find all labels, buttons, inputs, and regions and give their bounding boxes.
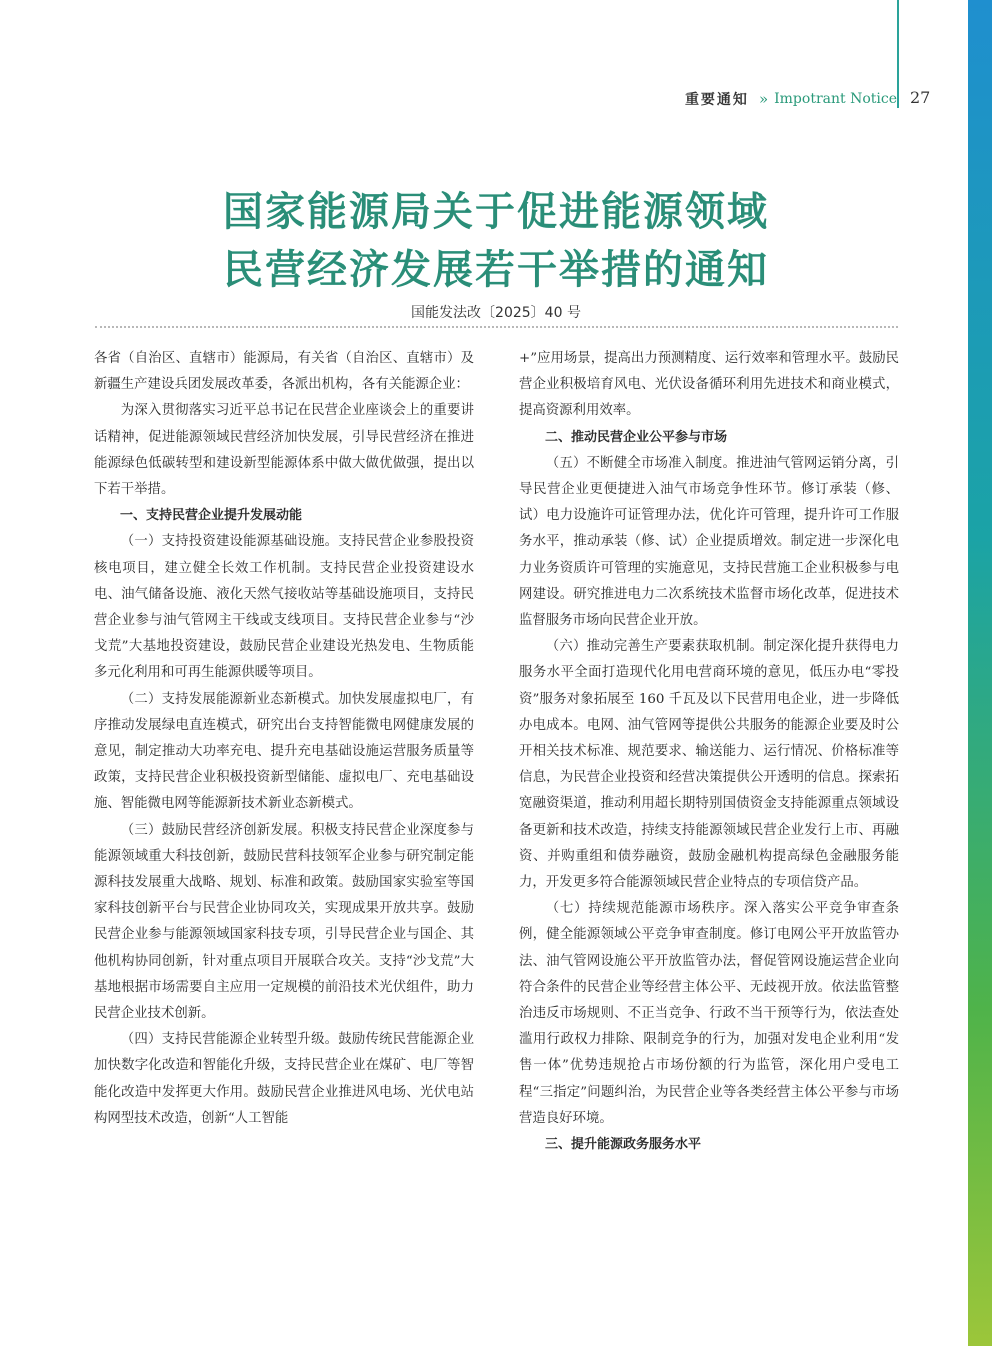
paragraph-item-2: （二）支持发展能源新业态新模式。加快发展虚拟电厂，有序推动发展绿电直连模式，研究出台支持智能微电网健康发展的意见，制定推动大功率充电、提升充电基础设施运营服务质量等政策，支持民营企业积极投资新型储能、虚拟电厂、充电基础设施、智能微电网等能源新技术新业态新模式。 (94, 691, 474, 812)
double-chevron-icon: » (758, 90, 769, 108)
header-divider-line (897, 0, 899, 108)
intro-paragraph: 为深入贯彻落实习近平总书记在民营企业座谈会上的重要讲话精神，促进能源领域民营经济加快发展，引导民营经济在推进能源绿色低碳转型和建设新型能源体系中做大做优做强，提出以下若干举措。 (94, 403, 474, 498)
article-title (0, 183, 992, 299)
title-line-2: 民营经济发展若干举措的通知 (223, 246, 769, 293)
running-header (0, 88, 897, 110)
right-column (519, 346, 899, 1158)
section-title-cn: 重要通知 (684, 92, 749, 108)
section-heading-1: 一、支持民营企业提升发展动能 (120, 508, 303, 524)
title-line-1: 国家能源局关于促进能源领域 (223, 188, 769, 235)
page-number: 27 (910, 88, 931, 107)
section-heading-2: 二、推动民营企业公平参与市场 (545, 429, 728, 445)
section-title-en: Impotrant Notice (774, 91, 897, 107)
addressee-paragraph: 各省（自治区、直辖市）能源局，有关省（自治区、直辖市）及新疆生产建设兵团发展改革委，各派出机构，各有关能源企业： (94, 351, 474, 393)
paragraph-item-5: （五）不断健全市场准入制度。推进油气管网运销分离，引导民营企业更便捷进入油气市场竞争性环节。修订承装（修、试）电力设施许可证管理办法，优化许可管理，提升许可工作服务水平，推动承装（修、试）企业提质增效。制定进一步深化电力业务资质许可管理的实施意见，支持民营施工企业积极参与电网建设。研究推进电力二次系统技术监督市场化改革，促进技术监督服务市场向民营企业开放。 (519, 455, 899, 629)
paragraph-item-3: （三）鼓励民营经济创新发展。积极支持民营企业深度参与能源领域重大科技创新，鼓励民营科技领军企业参与研究制定能源科技发展重大战略、规划、标准和政策。鼓励国家实验室等国家科技创新平台与民营企业协同攻关，实现成果开放共享。鼓励民营企业参与能源领域国家科技专项，引导民营企业与国企、其他机构协同创新，针对重点项目开展联合攻关。支持“沙戈荒”大基地根据市场需要自主应用一定规模的前沿技术光伏组件，助力民营企业技术创新。 (94, 822, 474, 1022)
continued-paragraph: +”应用场景，提高出力预测精度、运行效率和管理水平。鼓励民营企业积极培育风电、光伏设备循环利用先进技术和商业模式，提高资源利用效率。 (519, 351, 899, 419)
paragraph-item-6: （六）推动完善生产要素获取机制。制定深化提升获得电力服务水平全面打造现代化用电营商环境的意见，低压办电“零投资”服务对象拓展至 160 千瓦及以下民营用电企业，进一步降低办电成本。电网、油气管网等提供公共服务的能源企业要及时公开相关技术标准、规范要求、输送能力、运行情况、价格标准等信息，为民营企业投资和经营决策提供公开透明的信息。探索拓宽融资渠道，推动利用超长期特别国债资金支持能源重点领域设备更新和技术改造，持续支持能源领域民营企业发行上市、再融资、并购重组和债券融资，鼓励金融机构提高绿色金融服务能力，开发更多符合能源领域民营企业特点的专项信贷产品。 (519, 639, 899, 891)
section-heading-3: 三、提升能源政务服务水平 (545, 1137, 702, 1153)
paragraph-item-1: （一）支持投资建设能源基础设施。支持民营企业参股投资核电项目，建立健全长效工作机制。支持民营企业投资建设水电、油气储备设施、液化天然气接收站等基础设施项目，支持民营企业参与油气管网主干线或支线项目。支持民营企业参与“沙戈荒”大基地投资建设，鼓励民营企业建设光热发电、生物质能多元化利用和可再生能源供暖等项目。 (94, 534, 474, 681)
left-column (94, 346, 474, 1132)
dotted-divider (95, 326, 898, 328)
document-number: 国能发法改〔2025〕40 号 (411, 305, 581, 321)
paragraph-item-7: （七）持续规范能源市场秩序。深入落实公平竞争审查条例，健全能源领域公平竞争审查制度。修订电网公平开放监管办法、油气管网设施公平开放监管办法，督促管网设施运营企业向符合条件的民营企业等经营主体公平、无歧视开放。依法监管整治违反市场规则、不正当竞争、行政不当干预等行为，依法查处滥用行政权力排除、限制竞争的行为，加强对发电企业利用“发售一体”优势违规抢占市场份额的行为监管，深化用户受电工程“三指定”问题纠治，为民营企业等各类经营主体公平参与市场营造良好环境。 (519, 901, 899, 1126)
paragraph-item-4: （四）支持民营能源企业转型升级。鼓励传统民营能源企业加快数字化改造和智能化升级，支持民营企业在煤矿、电厂等智能化改造中发挥更大作用。鼓励民营企业推进风电场、光伏电站构网型技术改造，创新“人工智能 (94, 1032, 474, 1126)
